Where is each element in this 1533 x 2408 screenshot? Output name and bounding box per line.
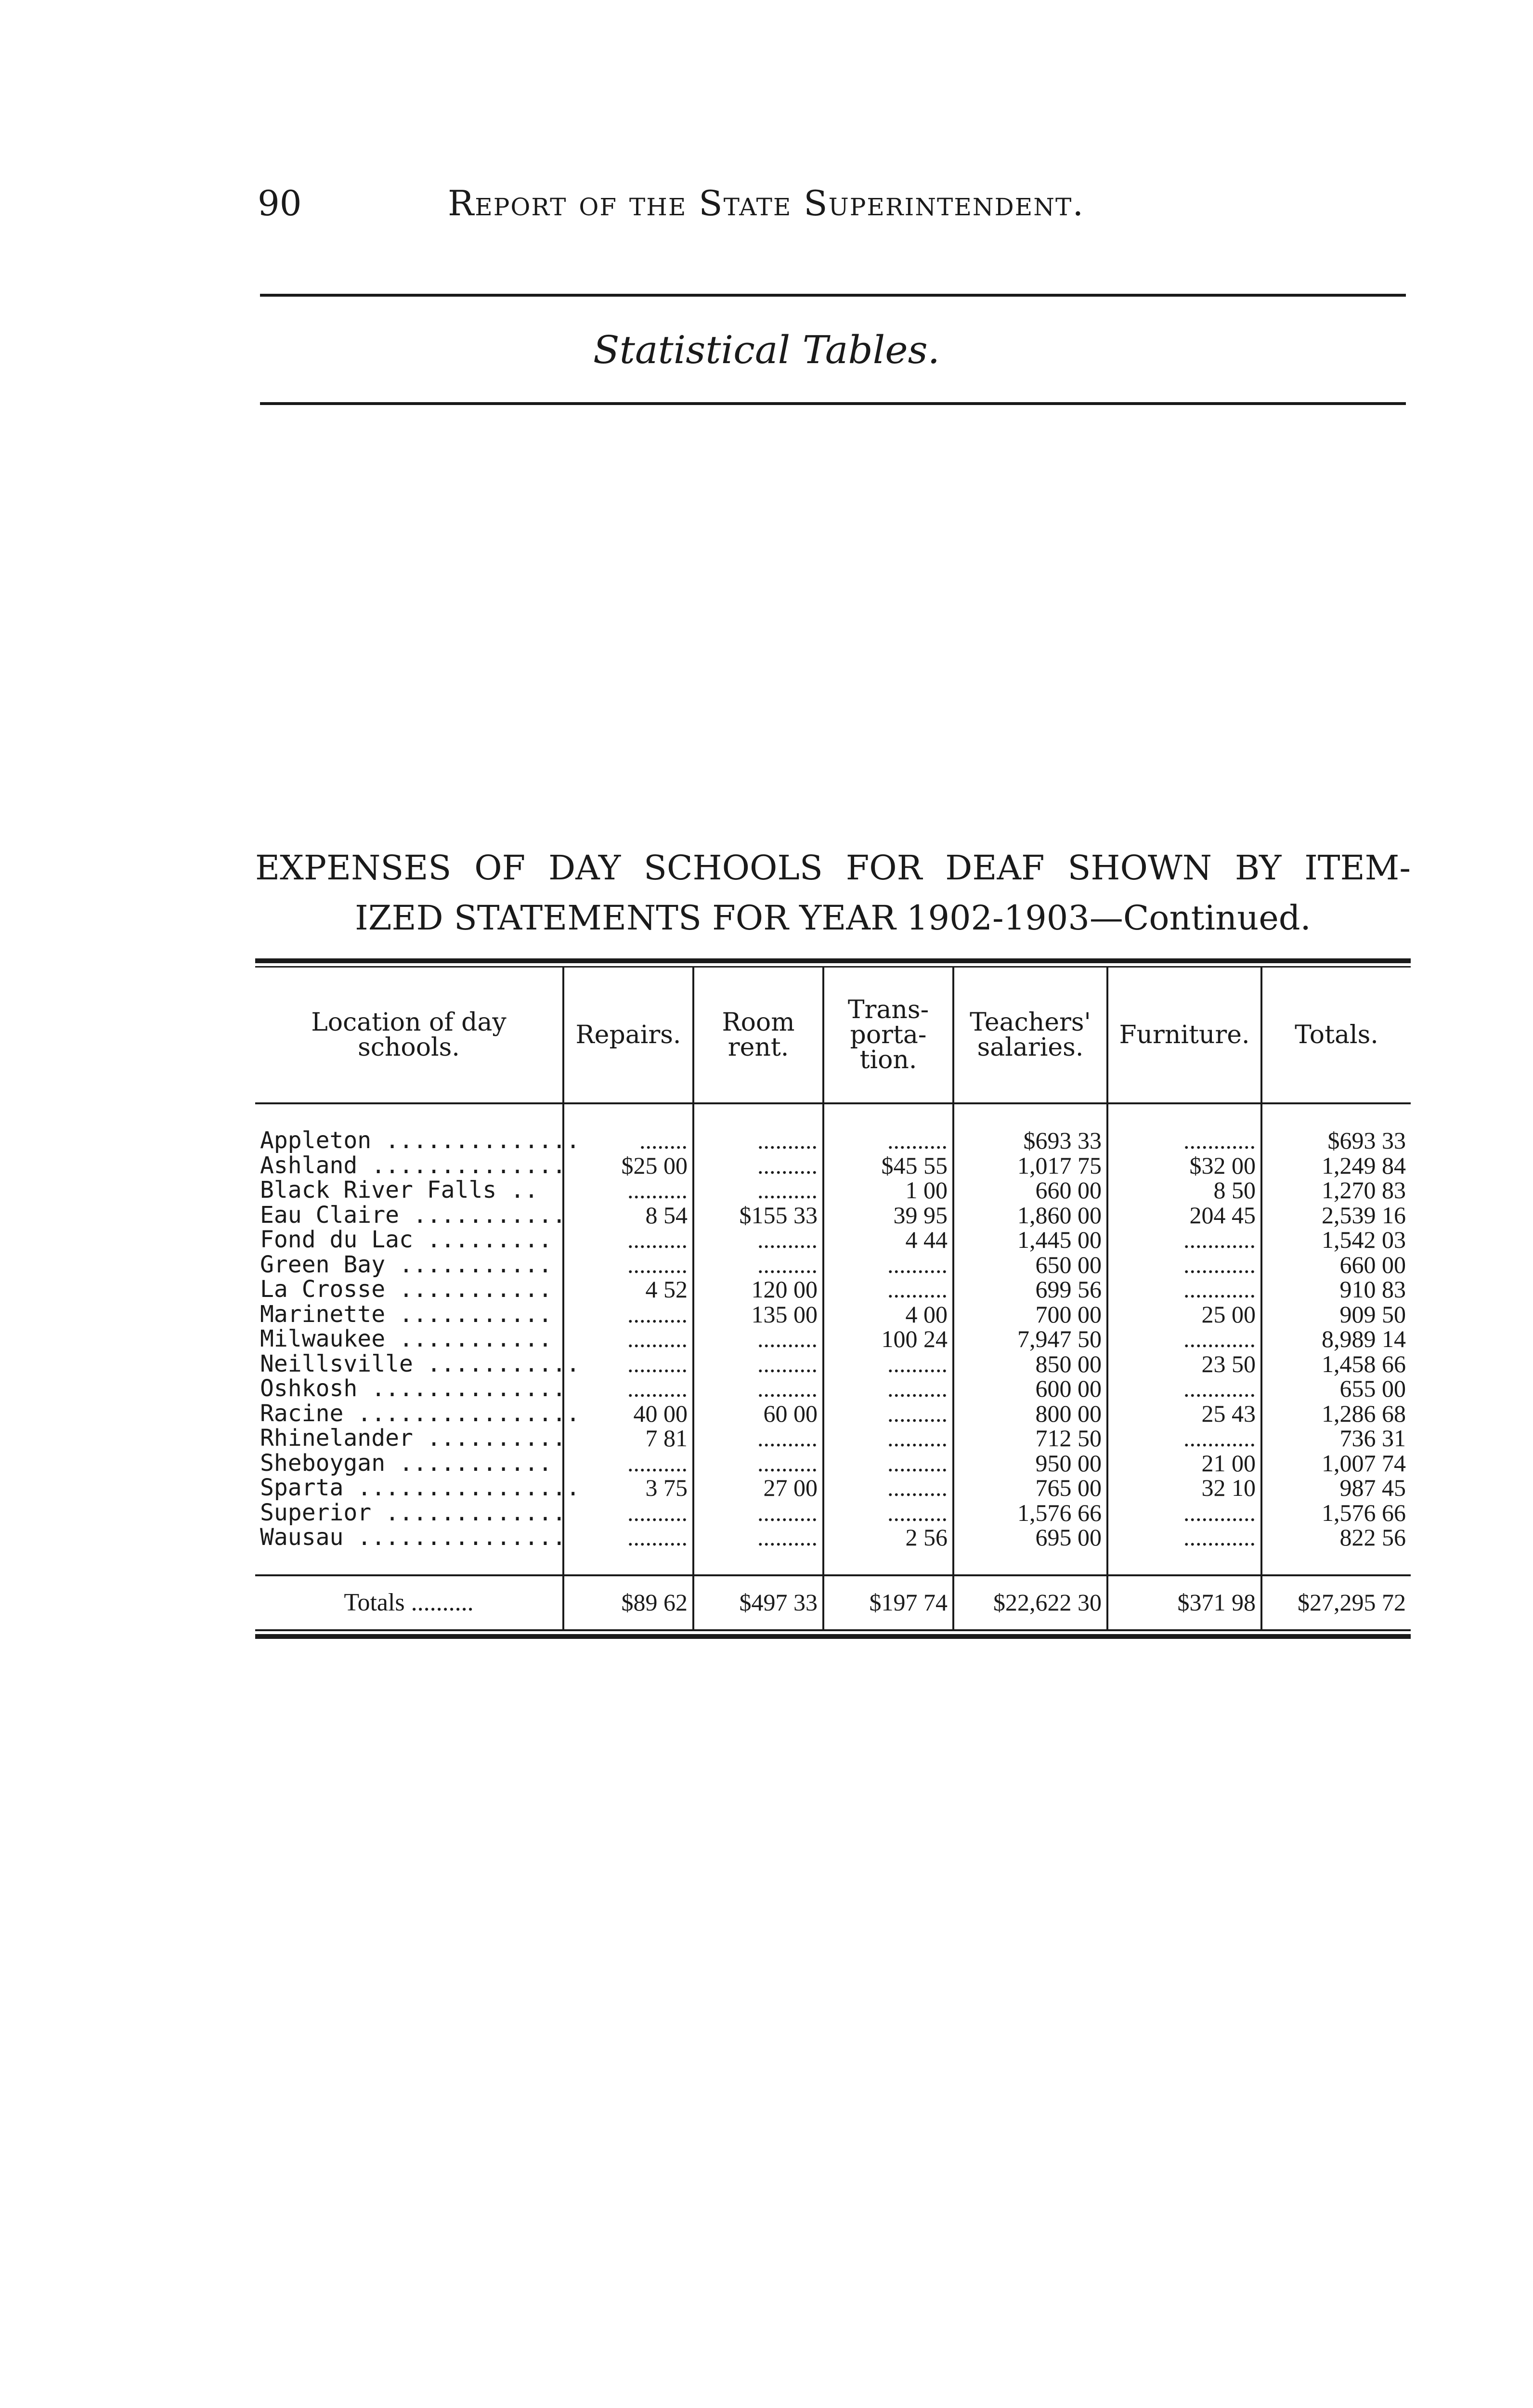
table-bottom-rule: [255, 1629, 1411, 1639]
cell-total: 655 00: [1261, 1376, 1411, 1401]
cell-room-rent: 27 00: [693, 1476, 823, 1501]
cell-room-rent: ..........: [693, 1426, 823, 1451]
cell-repairs: 4 52: [563, 1277, 693, 1302]
table-row: [255, 1352, 1411, 1377]
cell-transportation: 4 44: [823, 1228, 953, 1253]
cell-transportation: 100 24: [823, 1327, 953, 1352]
cell-repairs: ..........: [563, 1228, 693, 1253]
cell-room-rent: ..........: [693, 1178, 823, 1203]
col-header-repairs: Repairs.: [563, 968, 693, 1103]
cell-total: 1,458 66: [1261, 1352, 1411, 1377]
cell-total: 660 00: [1261, 1253, 1411, 1278]
header-rule: [260, 294, 1406, 297]
cell-repairs: ..........: [563, 1451, 693, 1476]
totals-repairs: $89 62: [563, 1575, 693, 1629]
totals-total: $27,295 72: [1261, 1575, 1411, 1629]
cell-teachers-salaries: 1,860 00: [953, 1203, 1107, 1228]
table-row: [255, 1128, 1411, 1153]
cell-location: Green Bay ...........: [260, 1251, 552, 1278]
cell-furniture: ............: [1107, 1327, 1261, 1352]
cell-repairs: ..........: [563, 1376, 693, 1401]
cell-furniture: ............: [1107, 1277, 1261, 1302]
cell-repairs: ..........: [563, 1253, 693, 1278]
cell-furniture: ............: [1107, 1376, 1261, 1401]
table-row: [255, 1476, 1411, 1501]
cell-repairs: ..........: [563, 1501, 693, 1526]
table-row: [255, 1153, 1411, 1178]
cell-location: Neillsville ...........: [260, 1350, 580, 1377]
cell-transportation: ..........: [823, 1277, 953, 1302]
cell-location: La Crosse ...........: [260, 1276, 552, 1303]
table-row: [255, 1501, 1411, 1526]
table-header-row: [255, 968, 1411, 1103]
cell-repairs: ..........: [563, 1178, 693, 1203]
cell-furniture: 23 50: [1107, 1352, 1261, 1377]
cell-furniture: 25 43: [1107, 1401, 1261, 1426]
table-top-rule: [255, 958, 1411, 968]
cell-transportation: ..........: [823, 1476, 953, 1501]
table-row: [255, 1451, 1411, 1476]
table-row: [255, 1426, 1411, 1451]
cell-transportation: 2 56: [823, 1525, 953, 1550]
cell-location: Superior .............: [260, 1499, 566, 1526]
col-header-furniture: Furniture.: [1107, 968, 1261, 1103]
cell-repairs: 3 75: [563, 1476, 693, 1501]
cell-teachers-salaries: 700 00: [953, 1302, 1107, 1327]
cell-furniture: 8 50: [1107, 1178, 1261, 1203]
cell-transportation: $45 55: [823, 1153, 953, 1178]
cell-teachers-salaries: 712 50: [953, 1426, 1107, 1451]
section-rule: [260, 402, 1406, 405]
cell-transportation: 4 00: [823, 1302, 953, 1327]
cell-repairs: 40 00: [563, 1401, 693, 1426]
cell-total: 1,270 83: [1261, 1178, 1411, 1203]
cell-furniture: $32 00: [1107, 1153, 1261, 1178]
cell-total: 1,542 03: [1261, 1228, 1411, 1253]
cell-total: 822 56: [1261, 1525, 1411, 1550]
cell-transportation: ..........: [823, 1352, 953, 1377]
cell-location: Sheboygan ...........: [260, 1449, 552, 1477]
cell-teachers-salaries: 950 00: [953, 1451, 1107, 1476]
cell-transportation: 1 00: [823, 1178, 953, 1203]
cell-transportation: ..........: [823, 1451, 953, 1476]
cell-transportation: ..........: [823, 1501, 953, 1526]
cell-transportation: ..........: [823, 1401, 953, 1426]
table-row: [255, 1376, 1411, 1401]
cell-room-rent: ..........: [693, 1352, 823, 1377]
cell-repairs: ..........: [563, 1352, 693, 1377]
cell-furniture: ............: [1107, 1128, 1261, 1153]
cell-teachers-salaries: 1,576 66: [953, 1501, 1107, 1526]
section-title: Statistical Tables.: [593, 327, 940, 372]
cell-repairs: 7 81: [563, 1426, 693, 1451]
totals-room-rent: $497 33: [693, 1575, 823, 1629]
table-row: [255, 1525, 1411, 1550]
table-row: [255, 1203, 1411, 1228]
cell-total: 1,007 74: [1261, 1451, 1411, 1476]
cell-room-rent: ..........: [693, 1128, 823, 1153]
table-row: [255, 1401, 1411, 1426]
cell-transportation: ..........: [823, 1426, 953, 1451]
cell-location: Rhinelander ..........: [260, 1425, 566, 1452]
cell-transportation: ..........: [823, 1253, 953, 1278]
cell-room-rent: ..........: [693, 1376, 823, 1401]
cell-location: Racine ................: [260, 1400, 580, 1427]
table-spacer-row: [255, 1550, 1411, 1575]
cell-room-rent: 120 00: [693, 1277, 823, 1302]
expenses-table: [255, 968, 1411, 1629]
cell-location: Black River Falls ..: [260, 1177, 538, 1204]
cell-total: 1,576 66: [1261, 1501, 1411, 1526]
cell-total: 8,989 14: [1261, 1327, 1411, 1352]
cell-furniture: 32 10: [1107, 1476, 1261, 1501]
cell-repairs: ........: [563, 1128, 693, 1153]
cell-furniture: 25 00: [1107, 1302, 1261, 1327]
cell-teachers-salaries: 695 00: [953, 1525, 1107, 1550]
cell-teachers-salaries: $693 33: [953, 1128, 1107, 1153]
page-number: 90: [258, 183, 302, 223]
table-row: [255, 1302, 1411, 1327]
cell-furniture: ............: [1107, 1501, 1261, 1526]
col-header-teachers-salaries: Teachers' salaries.: [953, 968, 1107, 1103]
table-spacer-row: [255, 1103, 1411, 1128]
cell-teachers-salaries: 1,017 75: [953, 1153, 1107, 1178]
cell-teachers-salaries: 1,445 00: [953, 1228, 1107, 1253]
cell-location: Oshkosh ..............: [260, 1375, 566, 1402]
cell-repairs: $25 00: [563, 1153, 693, 1178]
cell-room-rent: $155 33: [693, 1203, 823, 1228]
cell-total: $693 33: [1261, 1128, 1411, 1153]
table-title-line-2: IZED STATEMENTS FOR YEAR 1902-1903—Continued.: [355, 898, 1311, 938]
cell-teachers-salaries: 699 56: [953, 1277, 1107, 1302]
cell-location: Milwaukee ...........: [260, 1325, 552, 1352]
col-header-location: Location of day schools.: [255, 968, 563, 1103]
cell-teachers-salaries: 650 00: [953, 1253, 1107, 1278]
table-row: [255, 1277, 1411, 1302]
cell-transportation: 39 95: [823, 1203, 953, 1228]
totals-label: Totals ..........: [255, 1575, 563, 1629]
table-row: [255, 1228, 1411, 1253]
cell-room-rent: ..........: [693, 1228, 823, 1253]
cell-repairs: ..........: [563, 1327, 693, 1352]
totals-row: [255, 1575, 1411, 1629]
cell-total: 2,539 16: [1261, 1203, 1411, 1228]
cell-teachers-salaries: 600 00: [953, 1376, 1107, 1401]
cell-teachers-salaries: 660 00: [953, 1178, 1107, 1203]
cell-total: 987 45: [1261, 1476, 1411, 1501]
cell-total: 1,286 68: [1261, 1401, 1411, 1426]
cell-transportation: ..........: [823, 1128, 953, 1153]
cell-total: 736 31: [1261, 1426, 1411, 1451]
cell-total: 909 50: [1261, 1302, 1411, 1327]
cell-location: Appleton ..............: [260, 1127, 580, 1154]
table-row: [255, 1178, 1411, 1203]
cell-room-rent: ..........: [693, 1253, 823, 1278]
cell-room-rent: ..........: [693, 1501, 823, 1526]
cell-furniture: 204 45: [1107, 1203, 1261, 1228]
cell-repairs: ..........: [563, 1302, 693, 1327]
cell-location: Marinette ...........: [260, 1300, 552, 1328]
cell-furniture: ............: [1107, 1426, 1261, 1451]
cell-teachers-salaries: 7,947 50: [953, 1327, 1107, 1352]
cell-room-rent: ..........: [693, 1327, 823, 1352]
cell-total: 910 83: [1261, 1277, 1411, 1302]
cell-teachers-salaries: 850 00: [953, 1352, 1107, 1377]
cell-room-rent: 135 00: [693, 1302, 823, 1327]
cell-furniture: ............: [1107, 1525, 1261, 1550]
col-header-room-rent: Room rent.: [693, 968, 823, 1103]
cell-room-rent: ..........: [693, 1153, 823, 1178]
table-row: [255, 1327, 1411, 1352]
table-title: [255, 843, 1411, 943]
cell-room-rent: 60 00: [693, 1401, 823, 1426]
cell-location: Ashland ..............: [260, 1152, 566, 1179]
running-head: Report of the State Superintendent.: [448, 183, 1085, 223]
cell-teachers-salaries: 765 00: [953, 1476, 1107, 1501]
cell-repairs: ..........: [563, 1525, 693, 1550]
col-header-transportation: Trans-porta-tion.: [823, 968, 953, 1103]
cell-room-rent: ..........: [693, 1451, 823, 1476]
cell-furniture: 21 00: [1107, 1451, 1261, 1476]
col-header-totals: Totals.: [1261, 968, 1411, 1103]
totals-transportation: $197 74: [823, 1575, 953, 1629]
cell-total: 1,249 84: [1261, 1153, 1411, 1178]
cell-room-rent: ..........: [693, 1525, 823, 1550]
cell-transportation: ..........: [823, 1376, 953, 1401]
table-row: [255, 1253, 1411, 1278]
cell-location: Wausau ...............: [260, 1524, 566, 1551]
cell-location: Eau Claire ...........: [260, 1201, 566, 1229]
cell-furniture: ............: [1107, 1253, 1261, 1278]
expenses-table-container: [255, 958, 1411, 1639]
cell-repairs: 8 54: [563, 1203, 693, 1228]
cell-teachers-salaries: 800 00: [953, 1401, 1107, 1426]
table-title-line-1: EXPENSES OF DAY SCHOOLS FOR DEAF SHOWN BY ITEM-: [255, 848, 1411, 888]
totals-furniture: $371 98: [1107, 1575, 1261, 1629]
cell-location: Fond du Lac .........: [260, 1226, 552, 1253]
cell-furniture: ............: [1107, 1228, 1261, 1253]
totals-teachers-salaries: $22,622 30: [953, 1575, 1107, 1629]
cell-location: Sparta ................: [260, 1474, 580, 1501]
